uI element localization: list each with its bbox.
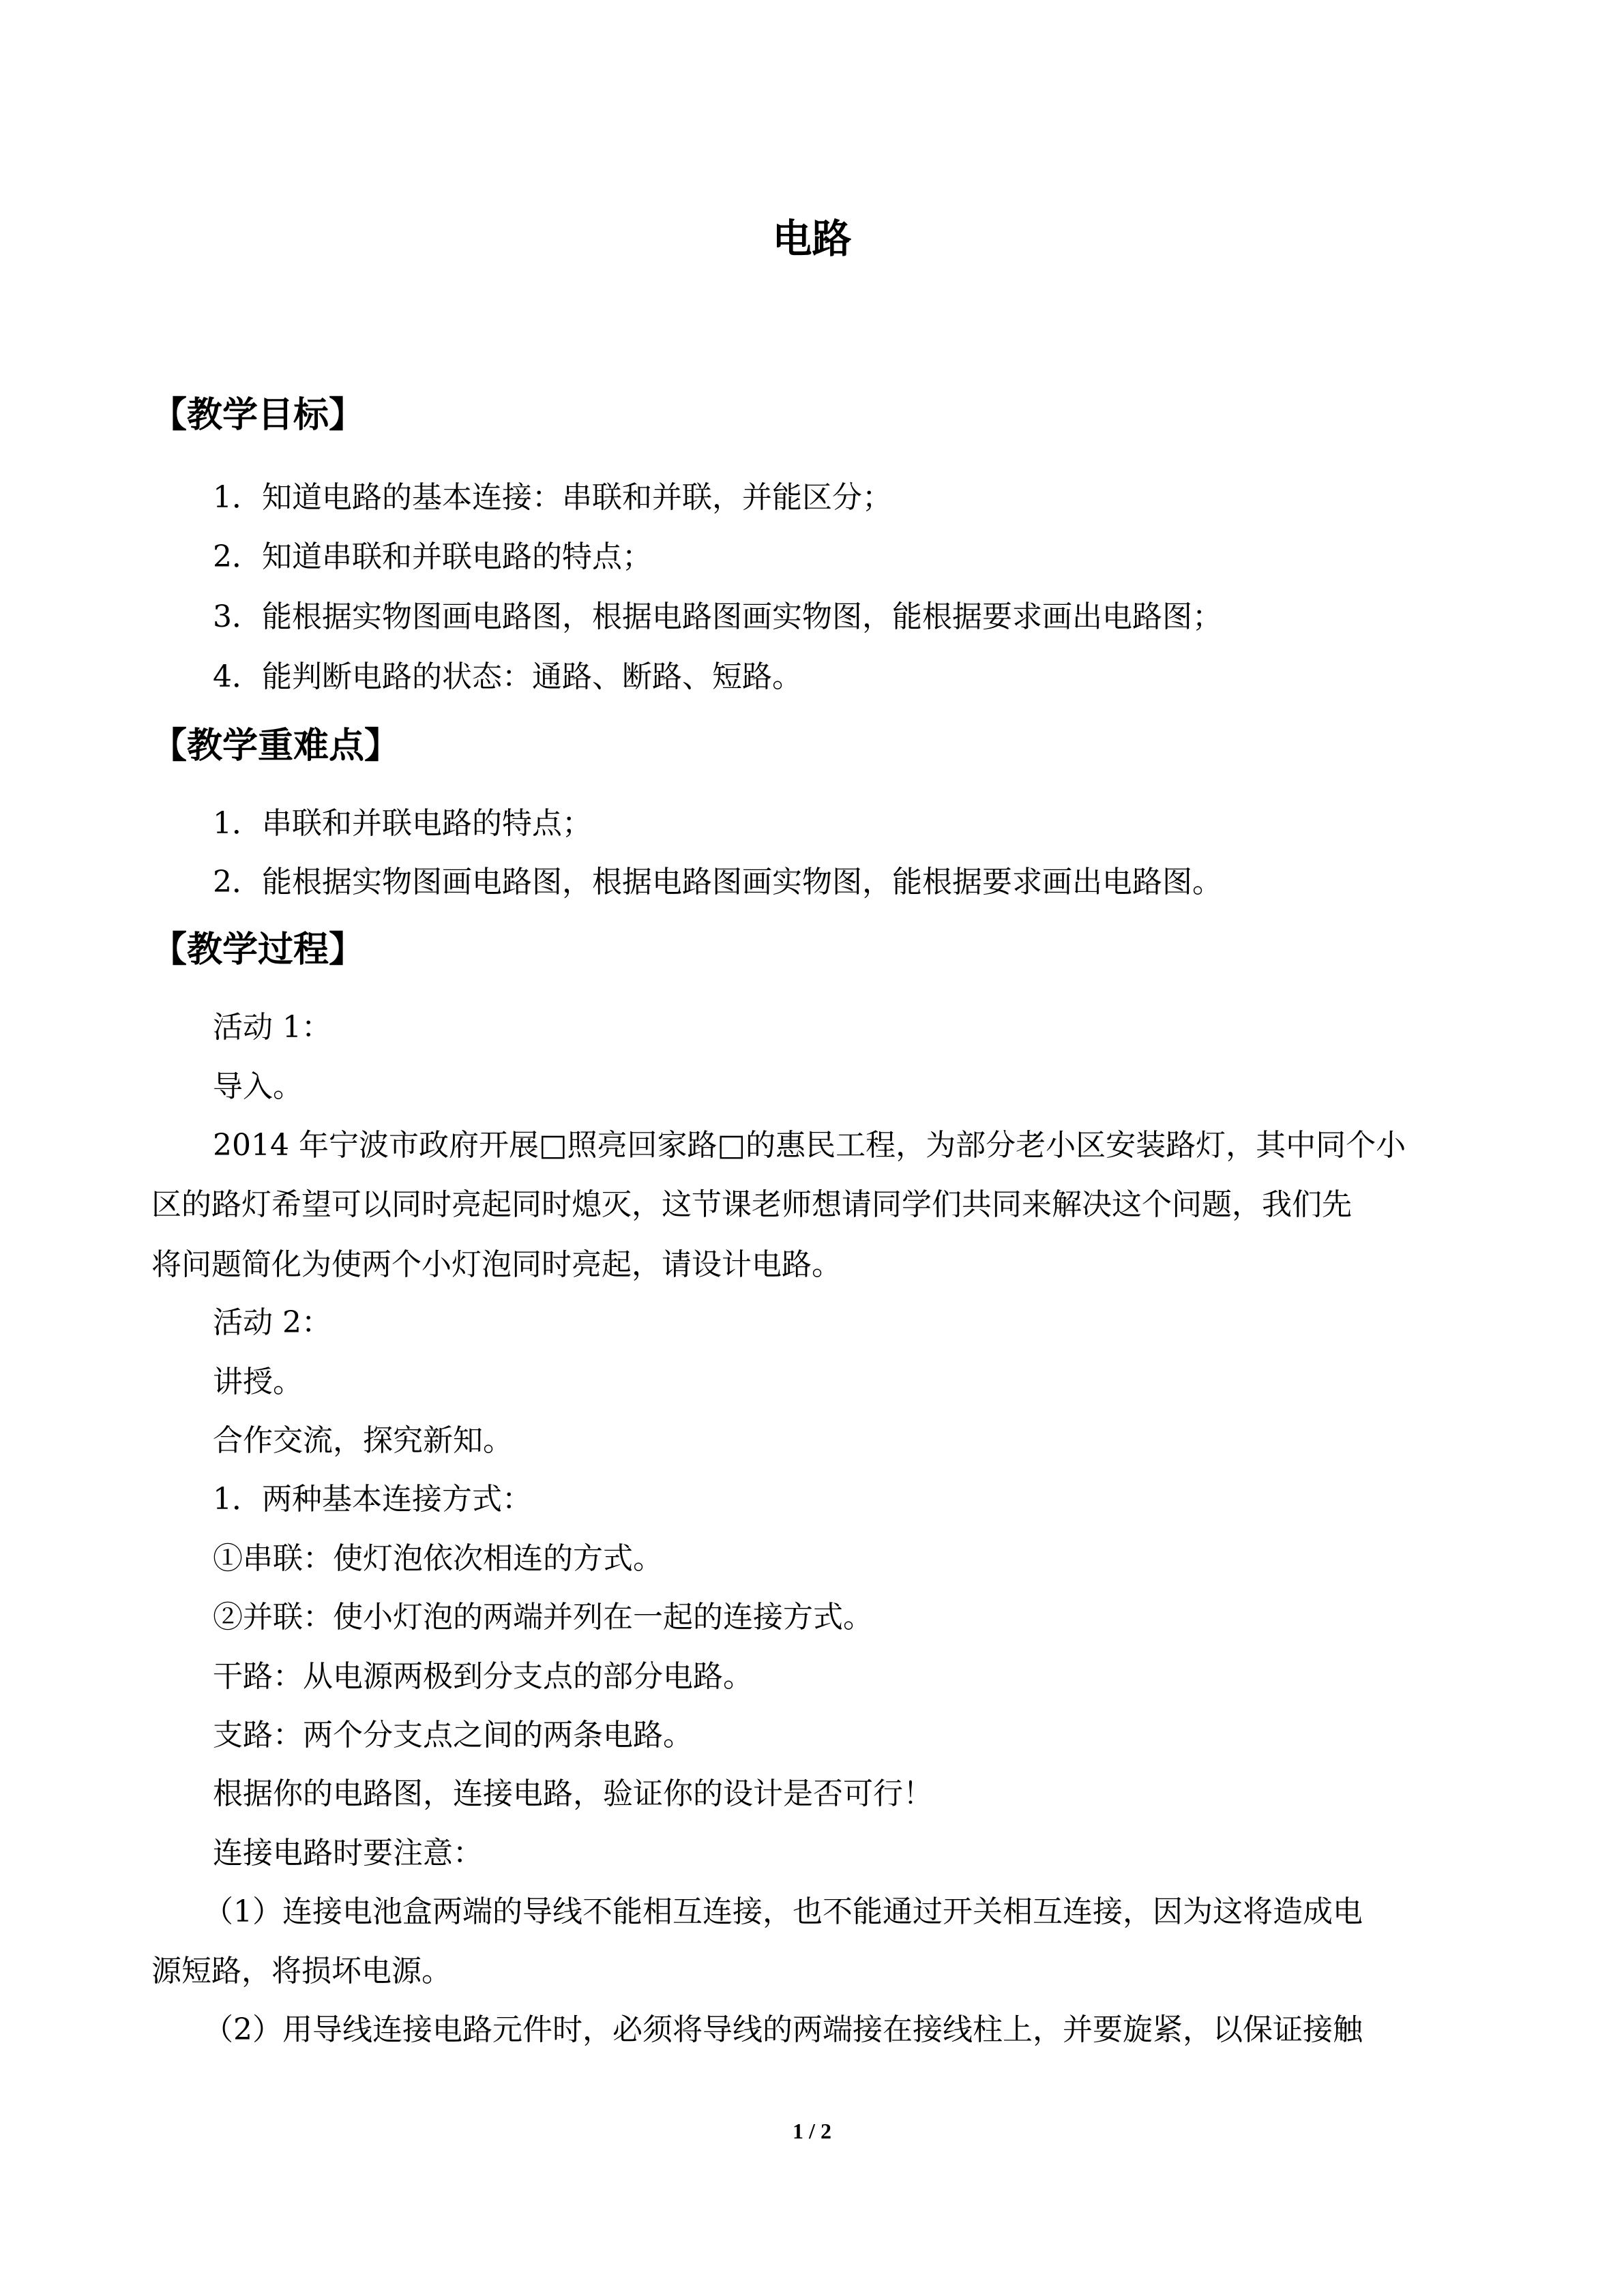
process-line: （2）用导线连接电路元件时，必须将导线的两端接在接线柱上，并要旋紧，以保证接触 [203,2012,1363,2047]
goal-item: 1．知道电路的基本连接：串联和并联，并能区分； [213,480,892,515]
process-line: 将问题简化为使两个小灯泡同时亮起，请设计电路。 [151,1247,842,1282]
process-line: 干路：从电源两极到分支点的部分电路。 [213,1659,753,1694]
process-line: 合作交流，探究新知。 [213,1423,513,1458]
section-heading-goals: 【教学目标】 [151,395,365,436]
process-line: 连接电路时要注意： [213,1836,483,1870]
process-line: （1）连接电池盒两端的导线不能相互连接，也不能通过开关相互连接，因为这将造成电 [203,1894,1363,1929]
process-line: ①串联：使灯泡依次相连的方式。 [213,1541,663,1576]
process-line: 2014 年宁波市政府开展□照亮回家路□的惠民工程，为部分老小区安装路灯，其中同个小 [213,1128,1406,1163]
process-line: 讲授。 [213,1365,303,1399]
key-point-item: 1．串联和并联电路的特点； [213,806,592,841]
process-line: 源短路，将损坏电源。 [151,1954,452,1988]
goal-item: 2．知道串联和并联电路的特点； [213,539,652,574]
goal-item: 4．能判断电路的状态：通路、断路、短路。 [213,659,802,694]
process-line: ②并联：使小灯泡的两端并列在一起的连接方式。 [213,1600,873,1635]
page-number: 1 / 2 [793,2119,831,2143]
goal-item: 3．能根据实物图画电路图，根据电路图画实物图，能根据要求画出电路图； [213,599,1222,634]
process-line: 区的路灯希望可以同时亮起同时熄灭，这节课老师想请同学们共同来解决这个问题，我们先 [151,1187,1352,1222]
document-title: 电路 [772,215,852,262]
process-line: 1．两种基本连接方式： [213,1482,532,1517]
section-heading-key-points: 【教学重难点】 [151,726,400,766]
section-heading-process: 【教学过程】 [151,929,365,970]
process-line: 导入。 [213,1069,303,1104]
process-line: 支路：两个分支点之间的两条电路。 [213,1718,693,1753]
key-point-item: 2．能根据实物图画电路图，根据电路图画实物图，能根据要求画出电路图。 [213,865,1222,899]
process-line: 根据你的电路图，连接电路，验证你的设计是否可行！ [213,1776,933,1811]
process-line: 活动 2： [213,1305,331,1340]
process-line: 活动 1： [213,1010,331,1045]
